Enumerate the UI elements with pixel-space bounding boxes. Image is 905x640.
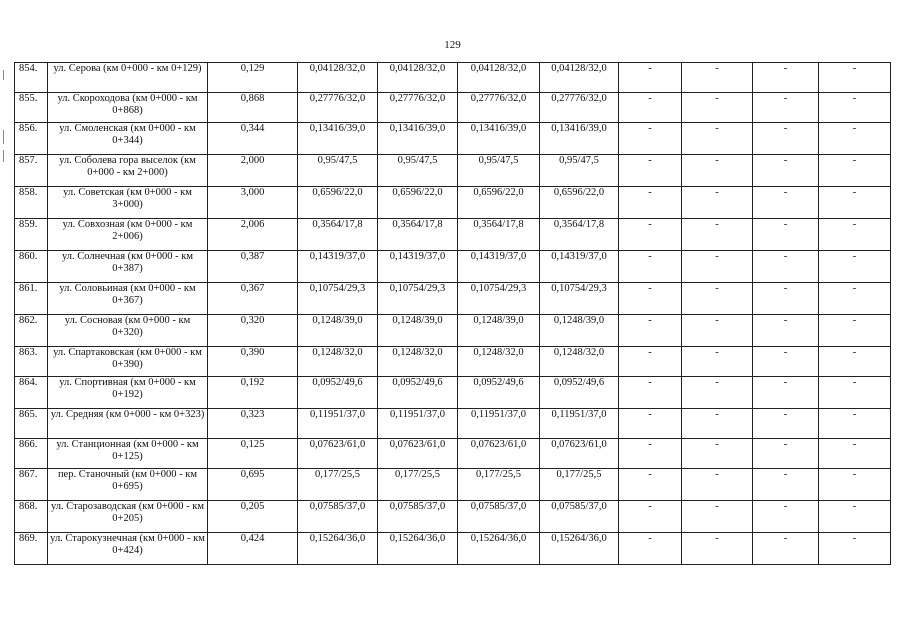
value-cell: 0,10754/29,3 bbox=[540, 283, 619, 315]
dash-cell: - bbox=[753, 63, 819, 93]
dash-cell: - bbox=[753, 533, 819, 565]
table-row bbox=[15, 377, 891, 409]
dash-cell: - bbox=[753, 283, 819, 315]
value-cell: 0,10754/29,3 bbox=[378, 283, 458, 315]
dash-cell: - bbox=[682, 63, 753, 93]
row-number: 854. bbox=[15, 63, 48, 93]
dash-cell: - bbox=[753, 219, 819, 251]
length-km: 0,424 bbox=[208, 533, 298, 565]
value-cell: 0,07623/61,0 bbox=[458, 439, 540, 469]
dash-cell: - bbox=[682, 377, 753, 409]
dash-cell: - bbox=[753, 347, 819, 377]
value-cell: 0,04128/32,0 bbox=[298, 63, 378, 93]
dash-cell: - bbox=[682, 93, 753, 123]
value-cell: 0,3564/17,8 bbox=[378, 219, 458, 251]
value-cell: 0,3564/17,8 bbox=[540, 219, 619, 251]
dash-cell: - bbox=[682, 439, 753, 469]
value-cell: 0,14319/37,0 bbox=[458, 251, 540, 283]
value-cell: 0,177/25,5 bbox=[298, 469, 378, 501]
dash-cell: - bbox=[619, 377, 682, 409]
value-cell: 0,11951/37,0 bbox=[540, 409, 619, 439]
street-name: ул. Спортивная (км 0+000 - км 0+192) bbox=[48, 377, 208, 409]
value-cell: 0,11951/37,0 bbox=[378, 409, 458, 439]
scan-edge-mark bbox=[3, 150, 4, 162]
value-cell: 0,27776/32,0 bbox=[540, 93, 619, 123]
street-name: ул. Средняя (км 0+000 - км 0+323) bbox=[48, 409, 208, 439]
table-row bbox=[15, 123, 891, 155]
dash-cell: - bbox=[819, 93, 891, 123]
street-name: ул. Солнечная (км 0+000 - км 0+387) bbox=[48, 251, 208, 283]
value-cell: 0,1248/39,0 bbox=[458, 315, 540, 347]
dash-cell: - bbox=[682, 501, 753, 533]
length-km: 0,125 bbox=[208, 439, 298, 469]
value-cell: 0,1248/32,0 bbox=[540, 347, 619, 377]
row-number: 860. bbox=[15, 251, 48, 283]
dash-cell: - bbox=[619, 219, 682, 251]
row-number: 867. bbox=[15, 469, 48, 501]
scan-edge-mark bbox=[3, 70, 4, 80]
length-km: 0,129 bbox=[208, 63, 298, 93]
length-km: 0,192 bbox=[208, 377, 298, 409]
value-cell: 0,07585/37,0 bbox=[540, 501, 619, 533]
dash-cell: - bbox=[619, 533, 682, 565]
value-cell: 0,07623/61,0 bbox=[378, 439, 458, 469]
street-name: ул. Скороходова (км 0+000 - км 0+868) bbox=[48, 93, 208, 123]
table-row bbox=[15, 219, 891, 251]
table-row bbox=[15, 347, 891, 377]
dash-cell: - bbox=[819, 501, 891, 533]
row-number: 857. bbox=[15, 155, 48, 187]
dash-cell: - bbox=[619, 283, 682, 315]
dash-cell: - bbox=[819, 439, 891, 469]
dash-cell: - bbox=[753, 123, 819, 155]
row-number: 863. bbox=[15, 347, 48, 377]
street-name: ул. Старозаводская (км 0+000 - км 0+205) bbox=[48, 501, 208, 533]
value-cell: 0,10754/29,3 bbox=[298, 283, 378, 315]
dash-cell: - bbox=[819, 187, 891, 219]
dash-cell: - bbox=[682, 155, 753, 187]
value-cell: 0,04128/32,0 bbox=[458, 63, 540, 93]
dash-cell: - bbox=[619, 501, 682, 533]
street-name: ул. Смоленская (км 0+000 - км 0+344) bbox=[48, 123, 208, 155]
value-cell: 0,13416/39,0 bbox=[298, 123, 378, 155]
dash-cell: - bbox=[619, 155, 682, 187]
value-cell: 0,27776/32,0 bbox=[298, 93, 378, 123]
length-km: 0,320 bbox=[208, 315, 298, 347]
length-km: 0,868 bbox=[208, 93, 298, 123]
dash-cell: - bbox=[819, 409, 891, 439]
dash-cell: - bbox=[619, 439, 682, 469]
value-cell: 0,15264/36,0 bbox=[298, 533, 378, 565]
value-cell: 0,1248/39,0 bbox=[378, 315, 458, 347]
value-cell: 0,6596/22,0 bbox=[378, 187, 458, 219]
table-row bbox=[15, 93, 891, 123]
value-cell: 0,3564/17,8 bbox=[458, 219, 540, 251]
dash-cell: - bbox=[682, 123, 753, 155]
dash-cell: - bbox=[819, 469, 891, 501]
length-km: 0,390 bbox=[208, 347, 298, 377]
row-number: 864. bbox=[15, 377, 48, 409]
value-cell: 0,6596/22,0 bbox=[458, 187, 540, 219]
row-number: 859. bbox=[15, 219, 48, 251]
dash-cell: - bbox=[682, 283, 753, 315]
value-cell: 0,11951/37,0 bbox=[298, 409, 378, 439]
dash-cell: - bbox=[819, 377, 891, 409]
dash-cell: - bbox=[682, 409, 753, 439]
dash-cell: - bbox=[819, 123, 891, 155]
street-name: ул. Станционная (км 0+000 - км 0+125) bbox=[48, 439, 208, 469]
row-number: 862. bbox=[15, 315, 48, 347]
dash-cell: - bbox=[753, 409, 819, 439]
length-km: 2,000 bbox=[208, 155, 298, 187]
length-km: 0,695 bbox=[208, 469, 298, 501]
dash-cell: - bbox=[619, 93, 682, 123]
dash-cell: - bbox=[682, 251, 753, 283]
length-km: 0,387 bbox=[208, 251, 298, 283]
dash-cell: - bbox=[619, 187, 682, 219]
row-number: 868. bbox=[15, 501, 48, 533]
row-number: 861. bbox=[15, 283, 48, 315]
value-cell: 0,177/25,5 bbox=[540, 469, 619, 501]
street-name: пер. Станочный (км 0+000 - км 0+695) bbox=[48, 469, 208, 501]
value-cell: 0,15264/36,0 bbox=[458, 533, 540, 565]
street-name: ул. Соловьиная (км 0+000 - км 0+367) bbox=[48, 283, 208, 315]
dash-cell: - bbox=[819, 63, 891, 93]
dash-cell: - bbox=[819, 315, 891, 347]
dash-cell: - bbox=[819, 155, 891, 187]
value-cell: 0,07623/61,0 bbox=[540, 439, 619, 469]
dash-cell: - bbox=[682, 315, 753, 347]
dash-cell: - bbox=[682, 469, 753, 501]
table-row bbox=[15, 315, 891, 347]
table-row bbox=[15, 501, 891, 533]
dash-cell: - bbox=[753, 439, 819, 469]
dash-cell: - bbox=[682, 187, 753, 219]
dash-cell: - bbox=[819, 251, 891, 283]
value-cell: 0,13416/39,0 bbox=[458, 123, 540, 155]
dash-cell: - bbox=[753, 501, 819, 533]
value-cell: 0,177/25,5 bbox=[458, 469, 540, 501]
value-cell: 0,07623/61,0 bbox=[298, 439, 378, 469]
table-row bbox=[15, 155, 891, 187]
table-row bbox=[15, 533, 891, 565]
value-cell: 0,27776/32,0 bbox=[458, 93, 540, 123]
value-cell: 0,95/47,5 bbox=[298, 155, 378, 187]
length-km: 0,323 bbox=[208, 409, 298, 439]
value-cell: 0,95/47,5 bbox=[458, 155, 540, 187]
value-cell: 0,14319/37,0 bbox=[298, 251, 378, 283]
value-cell: 0,1248/32,0 bbox=[298, 347, 378, 377]
dash-cell: - bbox=[682, 533, 753, 565]
dash-cell: - bbox=[819, 219, 891, 251]
length-km: 0,205 bbox=[208, 501, 298, 533]
value-cell: 0,27776/32,0 bbox=[378, 93, 458, 123]
dash-cell: - bbox=[753, 315, 819, 347]
street-name: ул. Совхозная (км 0+000 - км 2+006) bbox=[48, 219, 208, 251]
row-number: 866. bbox=[15, 439, 48, 469]
table-row bbox=[15, 439, 891, 469]
value-cell: 0,04128/32,0 bbox=[540, 63, 619, 93]
table-row bbox=[15, 283, 891, 315]
table-row bbox=[15, 409, 891, 439]
length-km: 3,000 bbox=[208, 187, 298, 219]
value-cell: 0,6596/22,0 bbox=[540, 187, 619, 219]
dash-cell: - bbox=[753, 377, 819, 409]
road-table bbox=[14, 62, 891, 565]
dash-cell: - bbox=[619, 469, 682, 501]
value-cell: 0,07585/37,0 bbox=[458, 501, 540, 533]
value-cell: 0,1248/32,0 bbox=[378, 347, 458, 377]
street-name: ул. Старокузнечная (км 0+000 - км 0+424) bbox=[48, 533, 208, 565]
dash-cell: - bbox=[819, 283, 891, 315]
table-row bbox=[15, 469, 891, 501]
row-number: 855. bbox=[15, 93, 48, 123]
dash-cell: - bbox=[753, 93, 819, 123]
table-row bbox=[15, 63, 891, 93]
dash-cell: - bbox=[682, 219, 753, 251]
value-cell: 0,10754/29,3 bbox=[458, 283, 540, 315]
scan-edge-mark bbox=[3, 130, 4, 144]
value-cell: 0,0952/49,6 bbox=[378, 377, 458, 409]
table-row bbox=[15, 251, 891, 283]
page-number: 129 bbox=[444, 39, 461, 51]
value-cell: 0,13416/39,0 bbox=[378, 123, 458, 155]
value-cell: 0,13416/39,0 bbox=[540, 123, 619, 155]
dash-cell: - bbox=[619, 63, 682, 93]
table-row bbox=[15, 187, 891, 219]
value-cell: 0,04128/32,0 bbox=[378, 63, 458, 93]
value-cell: 0,1248/39,0 bbox=[540, 315, 619, 347]
value-cell: 0,6596/22,0 bbox=[298, 187, 378, 219]
value-cell: 0,95/47,5 bbox=[540, 155, 619, 187]
length-km: 2,006 bbox=[208, 219, 298, 251]
dash-cell: - bbox=[753, 155, 819, 187]
row-number: 858. bbox=[15, 187, 48, 219]
dash-cell: - bbox=[753, 187, 819, 219]
value-cell: 0,95/47,5 bbox=[378, 155, 458, 187]
dash-cell: - bbox=[619, 315, 682, 347]
row-number: 865. bbox=[15, 409, 48, 439]
dash-cell: - bbox=[819, 533, 891, 565]
value-cell: 0,07585/37,0 bbox=[378, 501, 458, 533]
value-cell: 0,14319/37,0 bbox=[540, 251, 619, 283]
row-number: 856. bbox=[15, 123, 48, 155]
value-cell: 0,0952/49,6 bbox=[458, 377, 540, 409]
street-name: ул. Спартаковская (км 0+000 - км 0+390) bbox=[48, 347, 208, 377]
dash-cell: - bbox=[819, 347, 891, 377]
value-cell: 0,3564/17,8 bbox=[298, 219, 378, 251]
street-name: ул. Серова (км 0+000 - км 0+129) bbox=[48, 63, 208, 93]
dash-cell: - bbox=[619, 123, 682, 155]
street-name: ул. Советская (км 0+000 - км 3+000) bbox=[48, 187, 208, 219]
dash-cell: - bbox=[619, 251, 682, 283]
value-cell: 0,11951/37,0 bbox=[458, 409, 540, 439]
dash-cell: - bbox=[619, 347, 682, 377]
value-cell: 0,07585/37,0 bbox=[298, 501, 378, 533]
value-cell: 0,15264/36,0 bbox=[378, 533, 458, 565]
street-name: ул. Сосновая (км 0+000 - км 0+320) bbox=[48, 315, 208, 347]
value-cell: 0,1248/32,0 bbox=[458, 347, 540, 377]
value-cell: 0,1248/39,0 bbox=[298, 315, 378, 347]
length-km: 0,344 bbox=[208, 123, 298, 155]
dash-cell: - bbox=[682, 347, 753, 377]
value-cell: 0,14319/37,0 bbox=[378, 251, 458, 283]
value-cell: 0,0952/49,6 bbox=[298, 377, 378, 409]
row-number: 869. bbox=[15, 533, 48, 565]
dash-cell: - bbox=[753, 469, 819, 501]
value-cell: 0,0952/49,6 bbox=[540, 377, 619, 409]
value-cell: 0,15264/36,0 bbox=[540, 533, 619, 565]
value-cell: 0,177/25,5 bbox=[378, 469, 458, 501]
length-km: 0,367 bbox=[208, 283, 298, 315]
dash-cell: - bbox=[753, 251, 819, 283]
dash-cell: - bbox=[619, 409, 682, 439]
street-name: ул. Соболева гора выселок (км 0+000 - км 2+000) bbox=[48, 155, 208, 187]
